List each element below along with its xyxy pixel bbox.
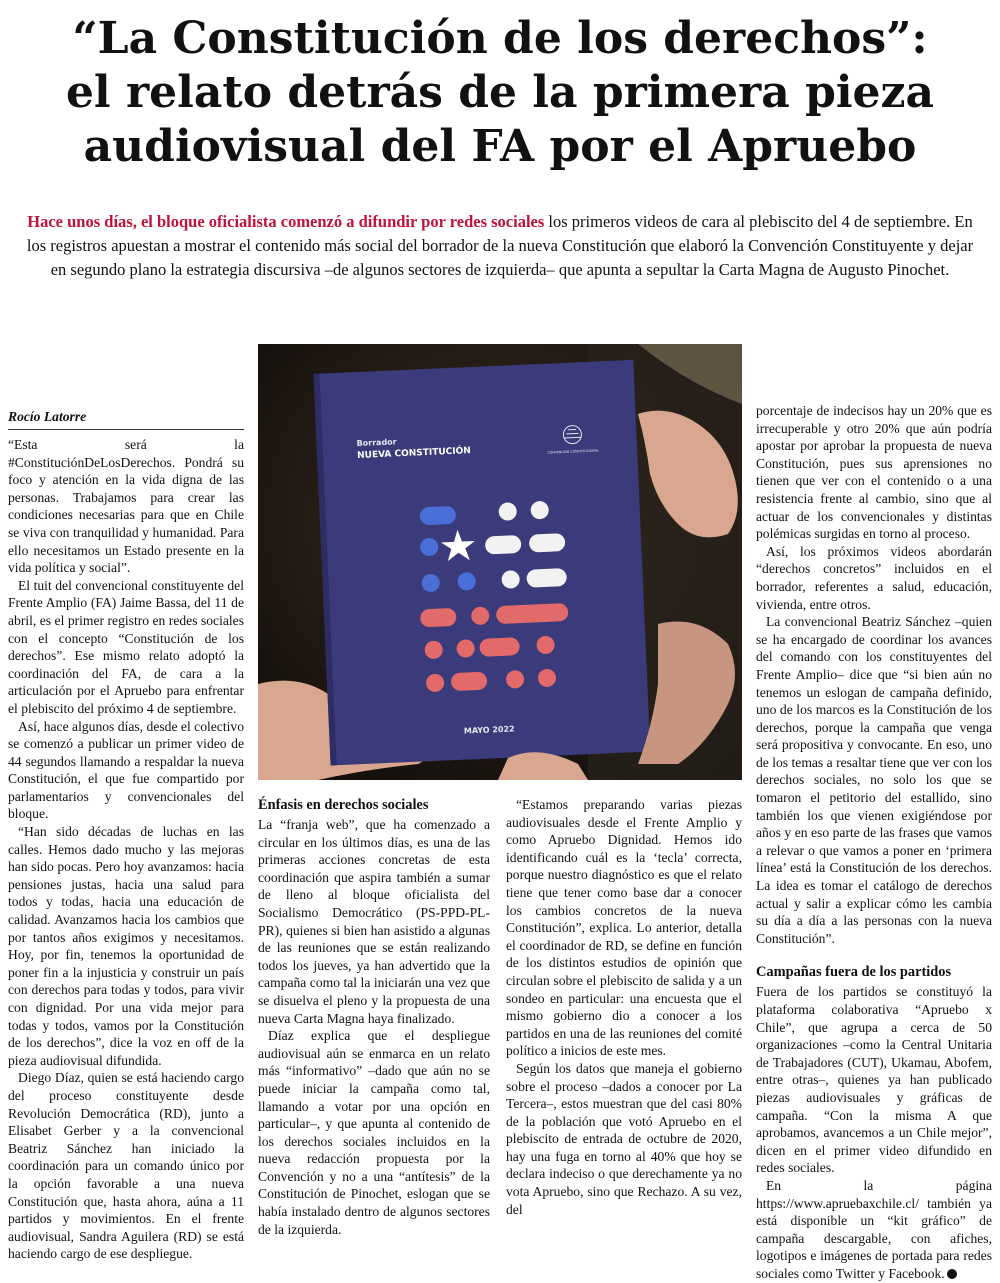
- col1-paragraph-1: “Esta será la #ConstituciónDeLosDerechos. Pondrá su foco y atención en la vida digna de las personas. Trabajamos para crear las condiciones necesarias para que en Chile se viva con tranquilidad y humanidad. Para ello necesitamos un Estado presente en la vida política y social”.: [8, 437, 244, 576]
- book-title: NUEVA CONSTITUCIÓN: [356, 446, 472, 462]
- col1-paragraph-2: El tuit del convencional constituyente del Frente Amplio (FA) Jaime Bassa, del 11 de abril, es el primer registro en redes sociales con el concepto “Constitución de los derechos”. Ese mismo relato adoptó la coordinación del FA, de cara a la articulación por el Apruebo para enfrentar el plebiscito del próximo 4 de septiembre.: [8, 577, 244, 716]
- photo-book-illustration: [258, 344, 742, 780]
- column-2: [258, 796, 490, 1238]
- col3-paragraph-1: “Estamos preparando varias piezas audiovisuales desde el Frente Amplio y como Apruebo Dignidad. Hemos ido identificando cuál es la ‘tecla’ correcta, porque nuestro diagnóstico es que el relato tiene que tener como base dar a conocer los cambios concretos de la nueva Constitución”, explica. Lo anterior, detalla el coordinador de RD, se define en función de los distintos estudios de opinión que circulan sobre el plebiscito de salida y a un sondeo en particular: una encuesta que el mismo gobierno dio a conocer a los partidos en una de las reuniones del comité político a inicios de este mes.: [506, 797, 742, 1059]
- headline-line-1: “La Constitución de los derechos”:: [72, 13, 928, 64]
- headline-line-3: audiovisual del FA por el Apruebo: [83, 121, 917, 172]
- col1-paragraph-4: “Han sido décadas de luchas en las calles. Hemos dado mucho y las mejoras han sido pocas. Pero hoy avanzamos: hacia pensiones justas, hacia una salud para todos y todas, hacia una educación de calidad. Avanzamos hacia los cambios que por tantos años exigimos y necesitamos. Hoy, por fin, tenemos la oportunidad de poner fin a la injusticia y construir un país con derechos para todas y todos, para vivir con dignidad. Por una vida mejor para todas y todos, vamos por la Constitución de los derechos”, dice la voz en off de la pieza audiovisual difundida.: [8, 824, 244, 1068]
- col4-paragraph-2: Así, los próximos videos abordarán “derechos concretos” incluidos en el borrador, referentes a salud, educación, vivienda, entre otros.: [756, 543, 992, 612]
- headline-line-2: el relato detrás de la primera pieza: [65, 67, 935, 118]
- author-byline: Rocío Latorre: [8, 408, 244, 430]
- col2-paragraph-1: La “franja web”, que ha comenzado a circular en los últimos días, es una de las primeras acciones concretas de esta coordinación que aspira también a sumar de lleno al bloque oficialista del Socialismo Democrático (PS-PPD-PL-PR), quienes si bien han asistido a algunas de las reuniones que se están realizando todos los jueves, ya han advertido que la campaña como tal la iniciarán una vez que se disuelva el pleno y la propuesta de una nueva Carta Magna haya finalizado.: [258, 817, 490, 1026]
- col1-paragraph-5: Diego Díaz, quien se está haciendo cargo del proceso constituyente desde Revolución Democrática (RD), junto a Elisabet Gerber y a la convencional Beatriz Sánchez han iniciado la coordinación para un comando único por la opción favorable a una nueva Constitución que, hasta ahora, aúna a 11 partidos y movimientos. En el frente audiovisual, Sandra Aguilera (RD) se está haciendo cargo de ese despliegue.: [8, 1070, 244, 1262]
- end-mark-icon: [947, 1269, 957, 1279]
- col1-paragraph-3: Así, hace algunos días, desde el colectivo se comenzó a publicar un primer video de 44 segundos llamando a respaldar la nueva Constitución, el que fue compartido por parlamentarios y convencionales del bloque.: [8, 718, 244, 822]
- col4-paragraph-4: Fuera de los partidos se constituyó la plataforma colaborativa “Apruebo x Chile”, que agrupa a cerca de 50 organizaciones –como la Central Unitaria de Trabajadores (CUT), Ukamau, Abofem, entre otras–, quienes ya han publicado piezas audiovisuales y gráficas de campaña. “Con la misma A que aprobamos, avancemos a un Chile mejor”, dicen en el primer video difundido en redes sociales.: [756, 984, 992, 1176]
- book-kicker: Borrador: [356, 437, 397, 449]
- col4-paragraph-1: porcentaje de indecisos hay un 20% que es irrecuperable y otro 20% que aún podría apostar por aprobar la propuesta de nueva Constitución, pues sus aprensiones no tienen que ver con el contenido o a una resistencia frente al cambio, sino que al actuar de los convencionales y distintas polémicas surgidas en torno al proceso.: [756, 403, 992, 542]
- col2-paragraph-2: Díaz explica que el despliegue audiovisual aún se enmarca en un relato más “informativo” –dado que aún no se puede iniciar la campaña como tal, llamando a votar por una opción en particular–, y que apunta al contenido de los derechos sociales incluidos en la nueva redacción propuesta por la Convención y no a una “antítesis” de la Constitución de Pinochet, eslogan que se había instalado dentro de algunos sectores de la izquierda.: [258, 1028, 490, 1237]
- lead-paragraph: [18, 210, 982, 282]
- book-date: MAYO 2022: [463, 724, 515, 736]
- column-3: [506, 796, 742, 1218]
- headline: [40, 12, 960, 174]
- col4-paragraph-5: [756, 1177, 992, 1283]
- section-heading-social-rights: Énfasis en derechos sociales: [258, 797, 429, 813]
- book-logo-text: CONVENCIÓN CONSTITUCIONAL: [547, 448, 599, 455]
- lead-text: los primeros videos de cara al plebiscito del 4 de septiembre. En los registros apuestan a mostrar el contenido más social del borrador de la nueva Constitución que elaboró la Convención Constituyente y dejar en segundo plano la estrategia discursiva –de algunos sectores de izquierda– que apunta a sepultar la Carta Magna de Augusto Pinochet.: [26, 212, 974, 279]
- col3-paragraph-2: Según los datos que maneja el gobierno sobre el proceso –dados a conocer por La Tercera–, estos muestran que del casi 80% de la población que votó Apruebo en el plebiscito de entrada de octubre de 2020, hay una fuga en torno al 40% que hoy se declara indeciso o que derechamente ya no vota Apruebo, sino que Rechazo. A su vez, del: [506, 1060, 742, 1217]
- section-heading-campaigns: Campañas fuera de los partidos: [756, 964, 952, 981]
- column-1: [8, 408, 244, 1263]
- column-4: [756, 402, 992, 1283]
- article-photo: [258, 344, 742, 780]
- col4-paragraph-3: La convencional Beatriz Sánchez –quien se ha encargado de coordinar los avances del comando con los constituyentes del Frente Amplio– dice que “si bien aún no tenemos un eslogan de campaña definido, uno de los marcos es la Constitución de los derechos, porque la campaña que venga será propositiva y convocante. En eso, uno de los temas a resaltar tiene que ver con los derechos sociales, no solo los que se tomaron el petitorio del estallido, sino también los que vienen exigiéndose por años y en eso parte de las frases que vamos a relevar o que vamos a poner en ‘primera línea’ está la Constitución de los derechos. La idea es tomar el catálogo de derechos actual y salir a explicar cómo les cambia su día a día a las personas con la nueva Constitución”.: [756, 614, 992, 946]
- col4-paragraph-5-text: En la página https://www.apruebaxchile.cl/ también ya está disponible un “kit gráfico” de campaña descargable, con afiches, logotipos e imágenes de portada para redes sociales como Twitter y Facebook.: [756, 1177, 992, 1281]
- lead-kicker: Hace unos días, el bloque oficialista comenzó a difundir por redes sociales: [27, 212, 545, 231]
